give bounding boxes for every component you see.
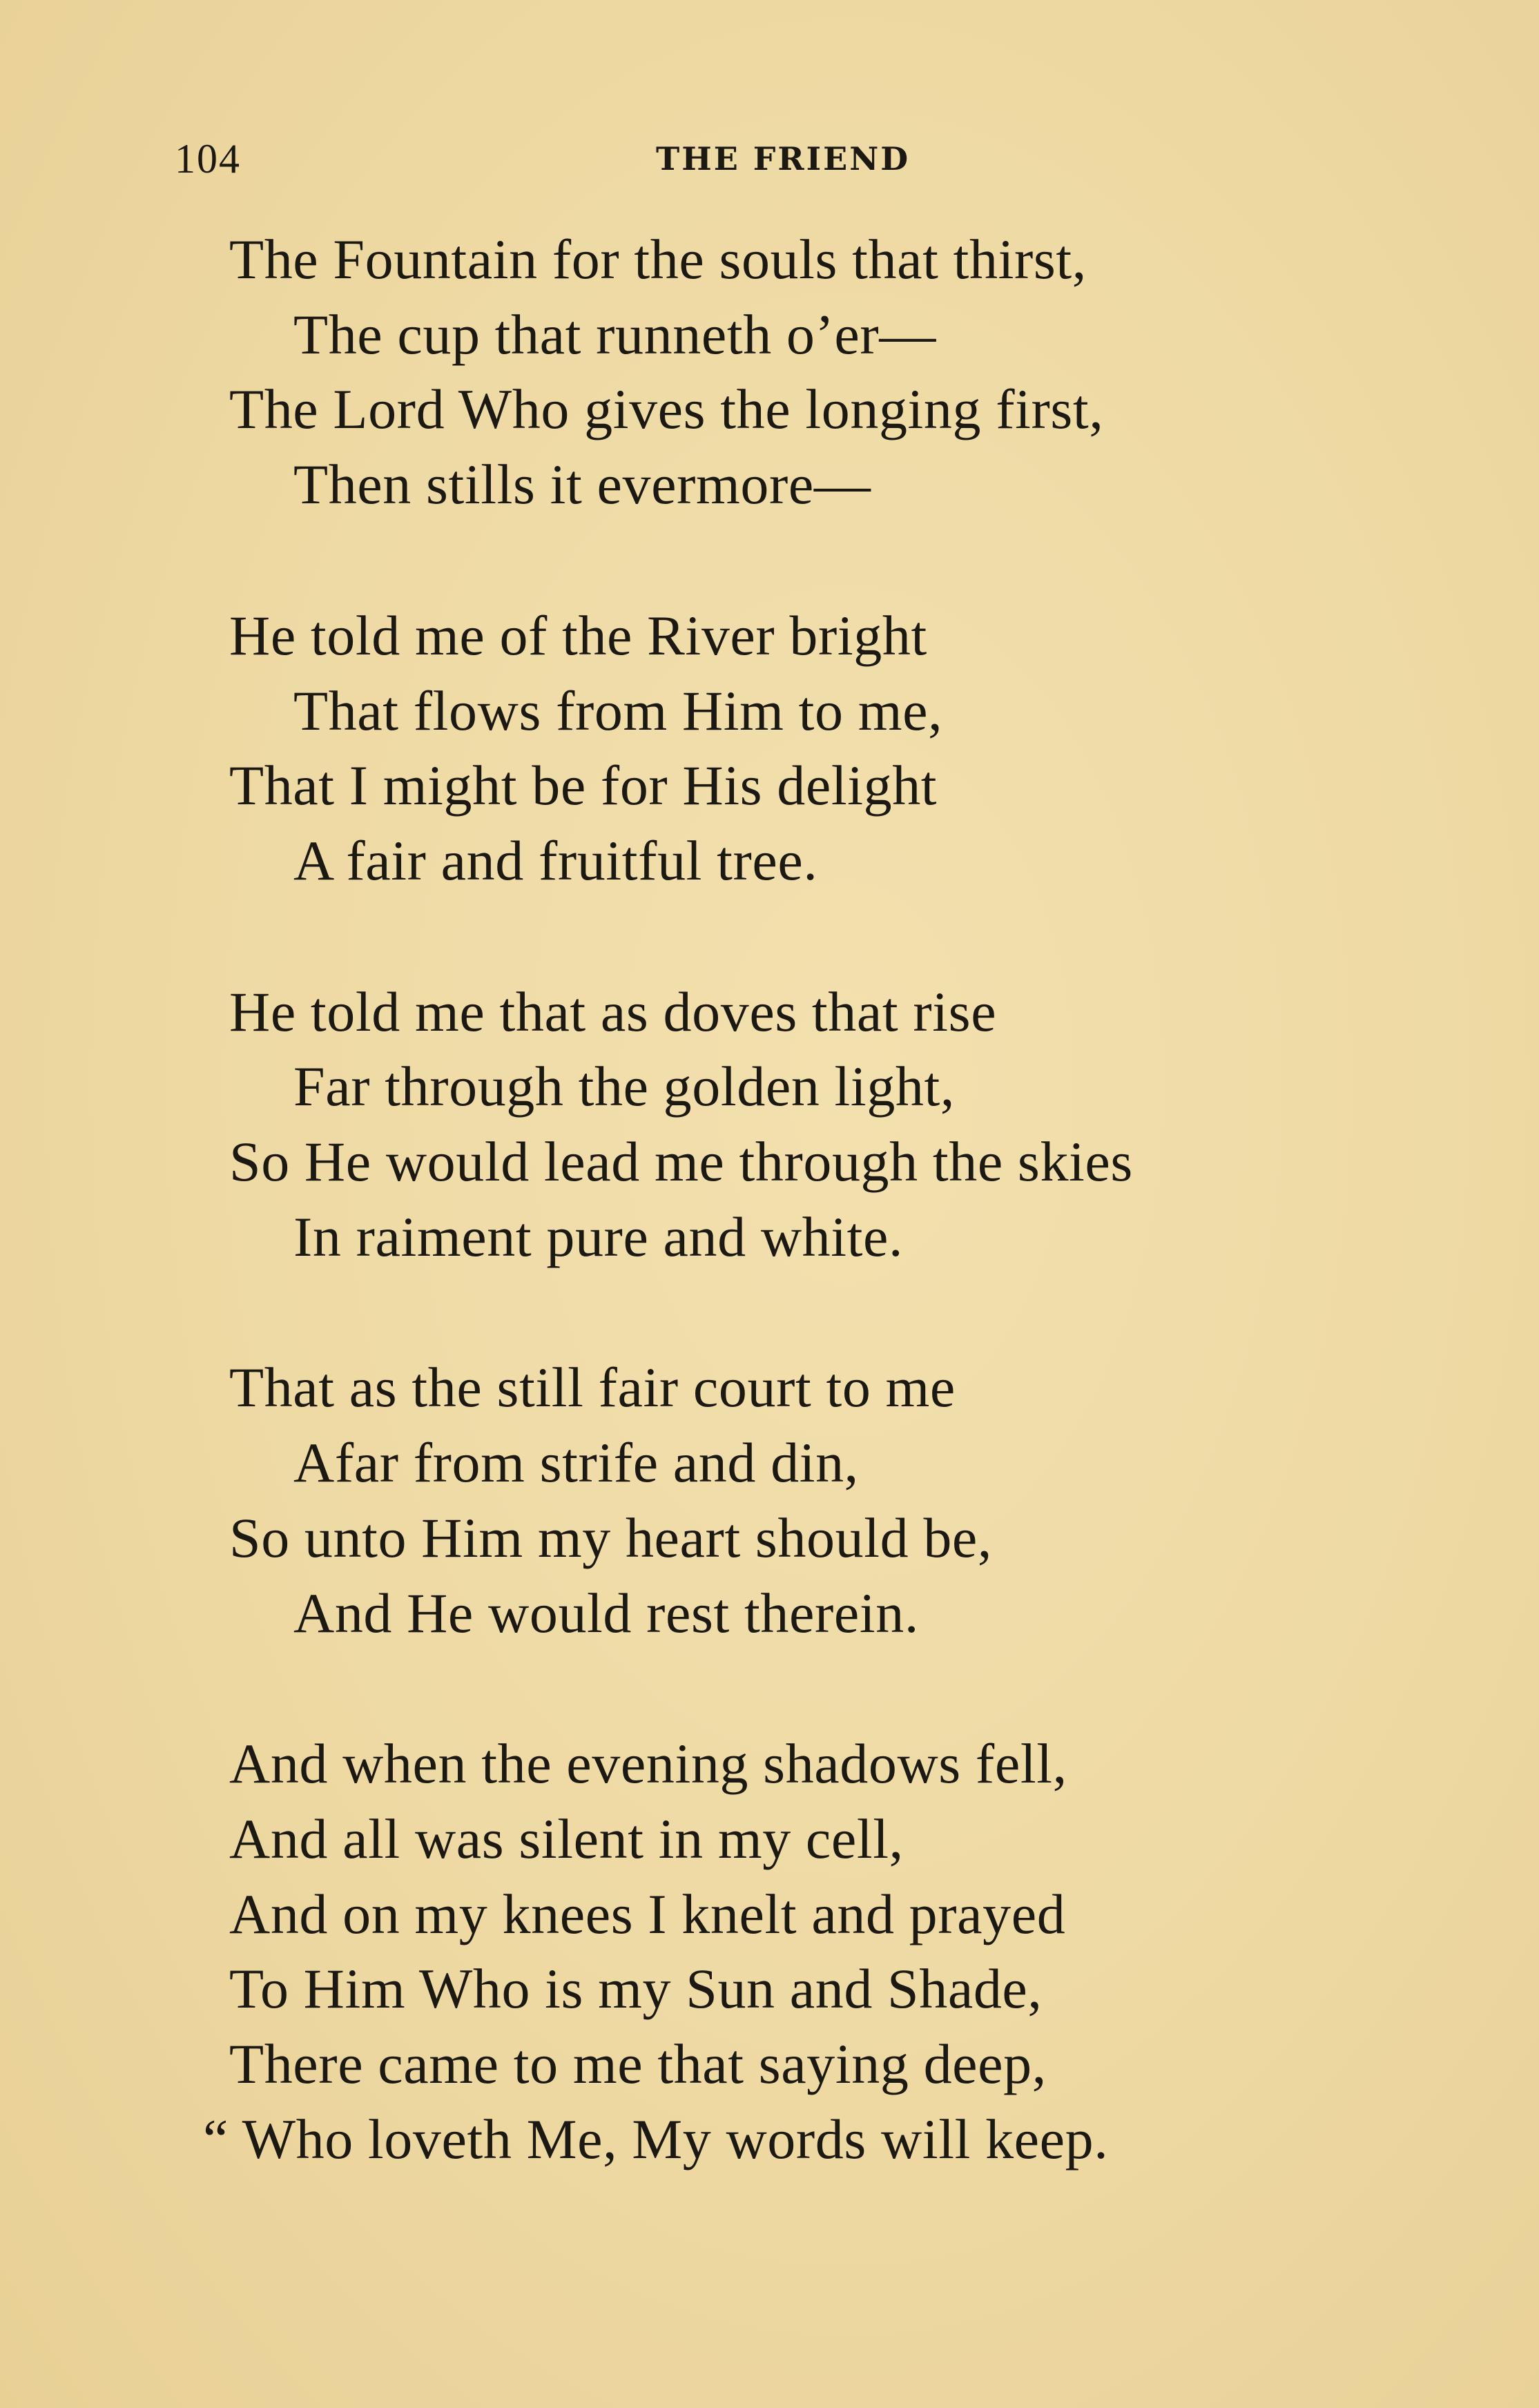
stanza-1 [229,222,1133,523]
running-head: THE FRIEND [656,140,911,177]
poem [203,222,1133,2253]
poem-line: And all was silent in my cell, [229,1807,904,1870]
poem-line: There came to me that saying deep, [229,2032,1047,2096]
poem-line: The Fountain for the souls that thirst, [229,228,1087,291]
stanza-4 [229,1350,1133,1651]
poem-line: A fair and fruitful tree. [293,828,818,892]
stanza-3 [229,975,1133,1275]
poem-line: And on my knees I knelt and prayed [229,1882,1066,1945]
poem-line: That I might be for His delight [229,754,938,817]
poem-line: “ Who loveth Me, My words will keep. [203,2107,1109,2171]
page-header [0,131,1539,186]
poem-line: And He would rest therein. [293,1581,919,1644]
poem-line: That as the still fair court to me [229,1356,956,1419]
poem-line: So unto Him my heart should be, [229,1506,993,1569]
poem-line: The Lord Who gives the longing first, [229,378,1104,441]
poem-line: To Him Who is my Sun and Shade, [229,1957,1043,2021]
poem-line: Then stills it evermore— [293,453,871,516]
poem-line: He told me of the River bright [229,603,927,667]
poem-line: Afar from strife and din, [293,1431,859,1495]
poem-line: So He would lead me through the skies [229,1130,1133,1194]
poem-line: And when the evening shadows fell, [229,1732,1067,1796]
poem-line: Far through the golden light, [293,1055,955,1118]
stanza-5 [203,1727,1133,2177]
stanza-2 [229,599,1133,899]
poem-line: He told me that as doves that rise [229,980,997,1043]
page-number: 104 [175,136,241,182]
poem-line: In raiment pure and white. [293,1205,904,1268]
poem-line: The cup that runneth o’er— [293,302,936,366]
poem-line: That flows from Him to me, [293,679,943,742]
